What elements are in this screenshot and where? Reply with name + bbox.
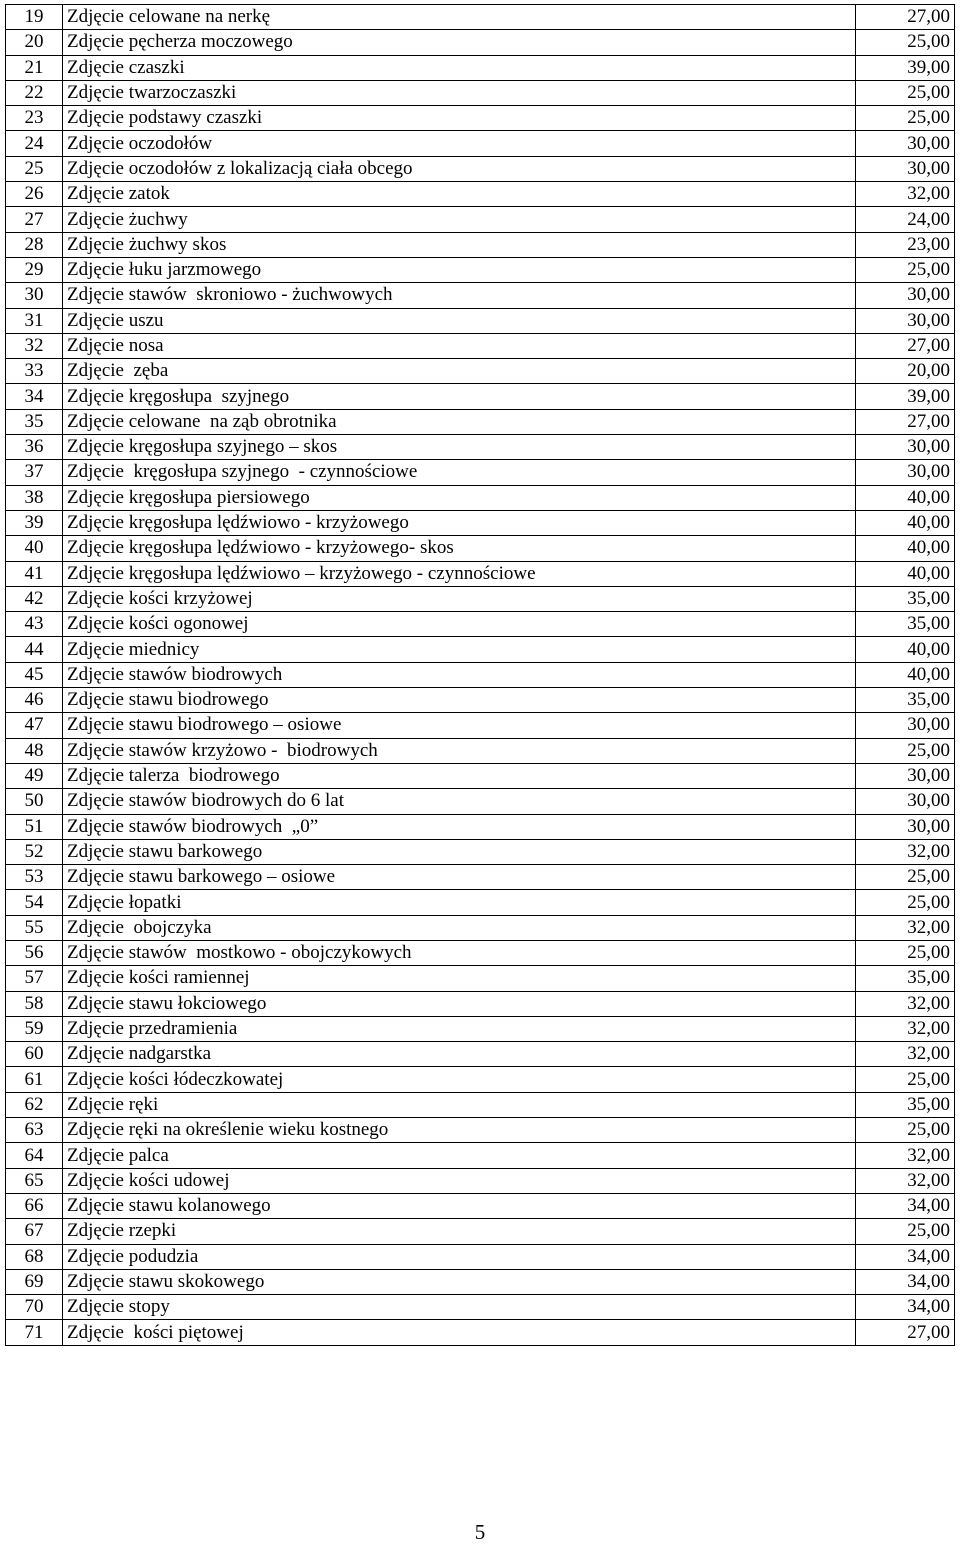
table-row (6, 1320, 955, 1345)
table-row (6, 485, 955, 510)
row-number: 26 (6, 182, 63, 207)
row-number: 28 (6, 232, 63, 257)
row-number: 50 (6, 789, 63, 814)
exam-name: Zdjęcie obojczyka (63, 915, 856, 940)
exam-name: Zdjęcie oczodołów (63, 131, 856, 156)
exam-name: Zdjęcie kości ramiennej (63, 966, 856, 991)
row-number: 36 (6, 435, 63, 460)
exam-name: Zdjęcie stawu łokciowego (63, 991, 856, 1016)
row-number: 66 (6, 1193, 63, 1218)
exam-price: 32,00 (856, 1168, 955, 1193)
table-row (6, 182, 955, 207)
exam-name: Zdjęcie rzepki (63, 1219, 856, 1244)
exam-price: 35,00 (856, 1092, 955, 1117)
exam-name: Zdjęcie przedramienia (63, 1016, 856, 1041)
table-row (6, 890, 955, 915)
table-row (6, 713, 955, 738)
exam-name: Zdjęcie stawu biodrowego – osiowe (63, 713, 856, 738)
exam-name: Zdjęcie palca (63, 1143, 856, 1168)
exam-name: Zdjęcie stawu barkowego – osiowe (63, 865, 856, 890)
row-number: 65 (6, 1168, 63, 1193)
table-row (6, 283, 955, 308)
exam-name: Zdjęcie podudzia (63, 1244, 856, 1269)
table-row (6, 637, 955, 662)
table-row (6, 966, 955, 991)
table-row (6, 80, 955, 105)
exam-name: Zdjęcie nadgarstka (63, 1042, 856, 1067)
exam-name: Zdjęcie stawów biodrowych „0” (63, 814, 856, 839)
exam-price: 30,00 (856, 131, 955, 156)
row-number: 53 (6, 865, 63, 890)
table-row (6, 232, 955, 257)
exam-price: 40,00 (856, 485, 955, 510)
table-row (6, 1295, 955, 1320)
exam-price: 32,00 (856, 839, 955, 864)
exam-name: Zdjęcie żuchwy skos (63, 232, 856, 257)
price-list-table (5, 4, 955, 1346)
exam-name: Zdjęcie żuchwy (63, 207, 856, 232)
exam-name: Zdjęcie kręgosłupa szyjnego - czynnościowe (63, 460, 856, 485)
table-row (6, 662, 955, 687)
exam-name: Zdjęcie ręki (63, 1092, 856, 1117)
exam-price: 34,00 (856, 1193, 955, 1218)
exam-price: 34,00 (856, 1269, 955, 1294)
row-number: 60 (6, 1042, 63, 1067)
row-number: 43 (6, 612, 63, 637)
exam-name: Zdjęcie kości krzyżowej (63, 586, 856, 611)
exam-name: Zdjęcie czaszki (63, 55, 856, 80)
exam-name: Zdjęcie stawów skroniowo - żuchwowych (63, 283, 856, 308)
row-number: 69 (6, 1269, 63, 1294)
exam-name: Zdjęcie celowane na ząb obrotnika (63, 409, 856, 434)
exam-price: 25,00 (856, 865, 955, 890)
row-number: 52 (6, 839, 63, 864)
exam-price: 35,00 (856, 586, 955, 611)
table-row (6, 1067, 955, 1092)
row-number: 45 (6, 662, 63, 687)
exam-price: 30,00 (856, 763, 955, 788)
exam-name: Zdjęcie pęcherza moczowego (63, 30, 856, 55)
row-number: 49 (6, 763, 63, 788)
exam-price: 40,00 (856, 637, 955, 662)
exam-name: Zdjęcie kręgosłupa lędźwiowo - krzyżowego (63, 510, 856, 535)
row-number: 70 (6, 1295, 63, 1320)
exam-price: 40,00 (856, 510, 955, 535)
table-row (6, 814, 955, 839)
exam-name: Zdjęcie kręgosłupa szyjnego – skos (63, 435, 856, 460)
exam-name: Zdjęcie kręgosłupa piersiowego (63, 485, 856, 510)
exam-name: Zdjęcie kości łódeczkowatej (63, 1067, 856, 1092)
exam-name: Zdjęcie stawu skokowego (63, 1269, 856, 1294)
row-number: 33 (6, 359, 63, 384)
exam-name: Zdjęcie kości udowej (63, 1168, 856, 1193)
table-row (6, 940, 955, 965)
row-number: 44 (6, 637, 63, 662)
exam-price: 32,00 (856, 1016, 955, 1041)
exam-name: Zdjęcie zęba (63, 359, 856, 384)
exam-name: Zdjęcie twarzoczaszki (63, 80, 856, 105)
table-row (6, 308, 955, 333)
table-row (6, 1143, 955, 1168)
table-row (6, 384, 955, 409)
exam-name: Zdjęcie kręgosłupa lędźwiowo – krzyżowego - czynnościowe (63, 561, 856, 586)
row-number: 35 (6, 409, 63, 434)
table-row (6, 1092, 955, 1117)
row-number: 19 (6, 5, 63, 30)
table-row (6, 5, 955, 30)
exam-name: Zdjęcie podstawy czaszki (63, 106, 856, 131)
row-number: 54 (6, 890, 63, 915)
table-row (6, 839, 955, 864)
row-number: 41 (6, 561, 63, 586)
row-number: 21 (6, 55, 63, 80)
price-list-body (6, 5, 955, 1346)
exam-price: 25,00 (856, 1219, 955, 1244)
exam-name: Zdjęcie miednicy (63, 637, 856, 662)
table-row (6, 257, 955, 282)
table-row (6, 688, 955, 713)
row-number: 62 (6, 1092, 63, 1117)
table-row (6, 1269, 955, 1294)
table-row (6, 1219, 955, 1244)
exam-price: 35,00 (856, 688, 955, 713)
row-number: 27 (6, 207, 63, 232)
exam-price: 27,00 (856, 409, 955, 434)
table-row (6, 435, 955, 460)
table-row (6, 333, 955, 358)
row-number: 56 (6, 940, 63, 965)
row-number: 24 (6, 131, 63, 156)
table-row (6, 1168, 955, 1193)
exam-price: 25,00 (856, 106, 955, 131)
exam-name: Zdjęcie celowane na nerkę (63, 5, 856, 30)
table-row (6, 1244, 955, 1269)
row-number: 29 (6, 257, 63, 282)
exam-name: Zdjęcie uszu (63, 308, 856, 333)
table-row (6, 1193, 955, 1218)
row-number: 38 (6, 485, 63, 510)
row-number: 51 (6, 814, 63, 839)
table-row (6, 131, 955, 156)
table-row (6, 561, 955, 586)
row-number: 32 (6, 333, 63, 358)
row-number: 22 (6, 80, 63, 105)
exam-price: 25,00 (856, 80, 955, 105)
row-number: 61 (6, 1067, 63, 1092)
exam-price: 25,00 (856, 1067, 955, 1092)
table-row (6, 991, 955, 1016)
exam-name: Zdjęcie kręgosłupa lędźwiowo - krzyżowego- skos (63, 536, 856, 561)
exam-price: 30,00 (856, 283, 955, 308)
exam-price: 25,00 (856, 940, 955, 965)
table-row (6, 536, 955, 561)
exam-price: 27,00 (856, 333, 955, 358)
row-number: 42 (6, 586, 63, 611)
table-row (6, 915, 955, 940)
exam-name: Zdjęcie stawu barkowego (63, 839, 856, 864)
exam-price: 30,00 (856, 814, 955, 839)
exam-price: 25,00 (856, 738, 955, 763)
exam-price: 27,00 (856, 5, 955, 30)
row-number: 30 (6, 283, 63, 308)
row-number: 67 (6, 1219, 63, 1244)
table-row (6, 1016, 955, 1041)
exam-name: Zdjęcie stawów biodrowych (63, 662, 856, 687)
row-number: 40 (6, 536, 63, 561)
exam-price: 25,00 (856, 890, 955, 915)
exam-name: Zdjęcie nosa (63, 333, 856, 358)
exam-price: 25,00 (856, 30, 955, 55)
exam-price: 30,00 (856, 308, 955, 333)
exam-name: Zdjęcie łuku jarzmowego (63, 257, 856, 282)
table-row (6, 612, 955, 637)
row-number: 48 (6, 738, 63, 763)
exam-price: 32,00 (856, 991, 955, 1016)
row-number: 55 (6, 915, 63, 940)
exam-name: Zdjęcie kręgosłupa szyjnego (63, 384, 856, 409)
exam-price: 23,00 (856, 232, 955, 257)
exam-price: 32,00 (856, 915, 955, 940)
exam-price: 30,00 (856, 460, 955, 485)
table-row (6, 1042, 955, 1067)
row-number: 58 (6, 991, 63, 1016)
exam-price: 30,00 (856, 713, 955, 738)
table-row (6, 586, 955, 611)
table-row (6, 1118, 955, 1143)
exam-price: 24,00 (856, 207, 955, 232)
exam-name: Zdjęcie stawów biodrowych do 6 lat (63, 789, 856, 814)
table-row (6, 30, 955, 55)
exam-name: Zdjęcie zatok (63, 182, 856, 207)
exam-name: Zdjęcie stawu kolanowego (63, 1193, 856, 1218)
exam-price: 39,00 (856, 384, 955, 409)
table-row (6, 510, 955, 535)
exam-price: 30,00 (856, 156, 955, 181)
exam-price: 25,00 (856, 257, 955, 282)
table-row (6, 763, 955, 788)
table-row (6, 359, 955, 384)
exam-name: Zdjęcie kości ogonowej (63, 612, 856, 637)
exam-name: Zdjęcie talerza biodrowego (63, 763, 856, 788)
exam-name: Zdjęcie stawów krzyżowo - biodrowych (63, 738, 856, 763)
row-number: 63 (6, 1118, 63, 1143)
row-number: 31 (6, 308, 63, 333)
row-number: 59 (6, 1016, 63, 1041)
exam-price: 30,00 (856, 435, 955, 460)
row-number: 39 (6, 510, 63, 535)
exam-name: Zdjęcie stawów mostkowo - obojczykowych (63, 940, 856, 965)
exam-price: 20,00 (856, 359, 955, 384)
exam-name: Zdjęcie stopy (63, 1295, 856, 1320)
table-row (6, 156, 955, 181)
exam-price: 32,00 (856, 1042, 955, 1067)
exam-name: Zdjęcie łopatki (63, 890, 856, 915)
exam-price: 40,00 (856, 561, 955, 586)
exam-name: Zdjęcie stawu biodrowego (63, 688, 856, 713)
exam-price: 35,00 (856, 966, 955, 991)
row-number: 71 (6, 1320, 63, 1345)
row-number: 68 (6, 1244, 63, 1269)
exam-price: 39,00 (856, 55, 955, 80)
table-row (6, 207, 955, 232)
page-number: 5 (474, 1520, 486, 1544)
exam-price: 25,00 (856, 1118, 955, 1143)
exam-price: 40,00 (856, 662, 955, 687)
exam-name: Zdjęcie kości piętowej (63, 1320, 856, 1345)
row-number: 23 (6, 106, 63, 131)
row-number: 64 (6, 1143, 63, 1168)
exam-price: 34,00 (856, 1295, 955, 1320)
row-number: 37 (6, 460, 63, 485)
table-row (6, 789, 955, 814)
table-row (6, 865, 955, 890)
exam-price: 27,00 (856, 1320, 955, 1345)
row-number: 20 (6, 30, 63, 55)
exam-price: 40,00 (856, 536, 955, 561)
exam-price: 32,00 (856, 1143, 955, 1168)
table-row (6, 738, 955, 763)
exam-name: Zdjęcie oczodołów z lokalizacją ciała obcego (63, 156, 856, 181)
row-number: 34 (6, 384, 63, 409)
row-number: 25 (6, 156, 63, 181)
exam-price: 34,00 (856, 1244, 955, 1269)
exam-price: 30,00 (856, 789, 955, 814)
table-row (6, 55, 955, 80)
row-number: 47 (6, 713, 63, 738)
table-row (6, 460, 955, 485)
exam-price: 35,00 (856, 612, 955, 637)
row-number: 57 (6, 966, 63, 991)
exam-name: Zdjęcie ręki na określenie wieku kostnego (63, 1118, 856, 1143)
table-row (6, 409, 955, 434)
exam-price: 32,00 (856, 182, 955, 207)
row-number: 46 (6, 688, 63, 713)
table-row (6, 106, 955, 131)
